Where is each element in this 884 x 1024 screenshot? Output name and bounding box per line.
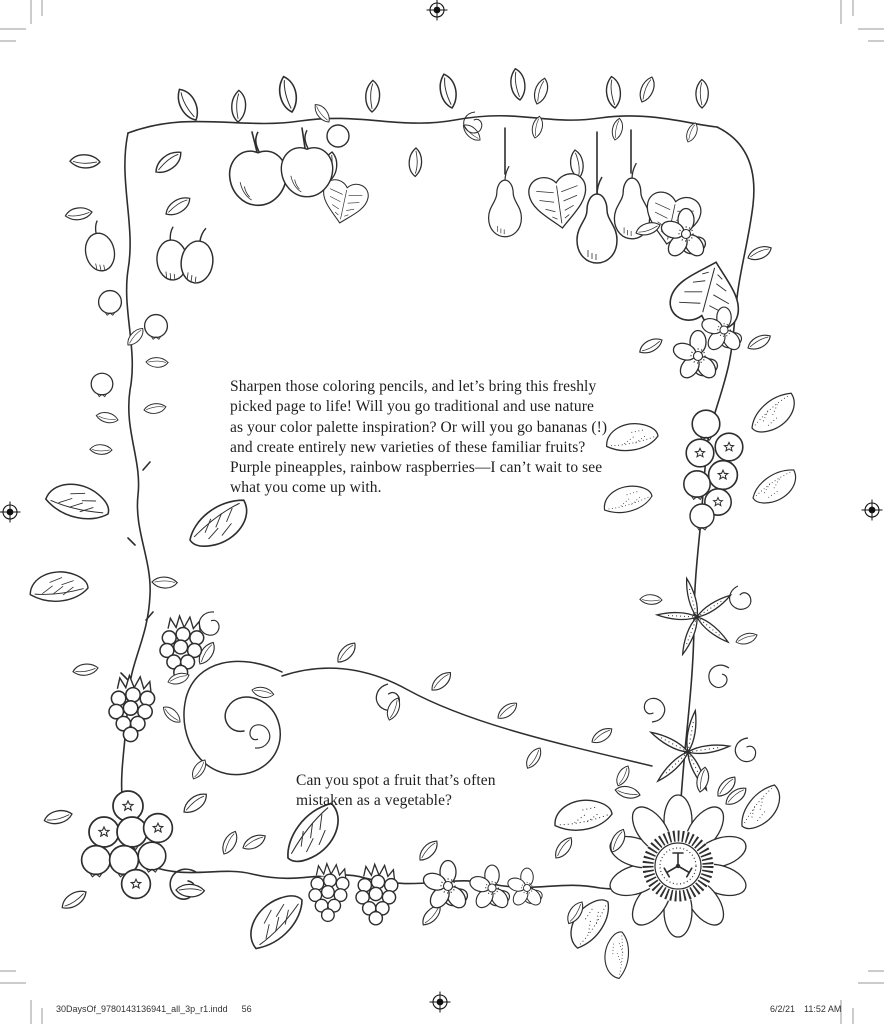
footer-date: 6/2/21 xyxy=(770,1004,796,1014)
raspberry-drawing xyxy=(109,676,155,742)
registration-mark-bottom-icon xyxy=(430,992,451,1013)
plum-drawing xyxy=(178,225,217,284)
swirl-vine xyxy=(184,661,652,774)
question-line: Can you spot a fruit that’s often xyxy=(296,772,496,789)
intro-line: what you come up with. xyxy=(230,479,382,497)
left-border xyxy=(29,150,252,742)
passionflower-drawing xyxy=(554,766,789,979)
registration-mark-right-icon xyxy=(862,500,883,521)
footer-filename: 30DaysOf_9780143136941_all_3p_r1.indd xyxy=(56,1004,228,1014)
footer-page-number: 56 xyxy=(241,1004,252,1014)
right-border xyxy=(604,209,801,804)
intro-paragraph xyxy=(230,377,650,499)
intro-line: and create entirely new varieties of these familiar fruits? xyxy=(230,438,586,456)
bottom-left-berry-cluster xyxy=(44,791,210,910)
intro-line: Sharpen those coloring pencils, and let’s bring this freshly xyxy=(230,378,597,395)
blossom-drawing xyxy=(468,865,511,911)
apple-drawing xyxy=(281,130,332,197)
intro-line: picked page to life! Will you go traditional and use nature xyxy=(230,398,594,416)
plum-drawing xyxy=(80,218,118,273)
blossom-drawing xyxy=(506,868,544,908)
blueberry-cluster-drawing xyxy=(684,410,743,530)
registration-mark-left-icon xyxy=(0,502,21,523)
raspberry-drawing xyxy=(356,864,398,925)
footer-time: 11:52 AM xyxy=(804,1004,842,1014)
question-line: mistaken as a vegetable? xyxy=(296,792,453,810)
top-garland xyxy=(177,68,713,263)
footer-timestamp xyxy=(770,1004,841,1014)
question-text xyxy=(296,771,556,812)
raspberry-drawing xyxy=(309,864,349,922)
pear-drawing xyxy=(489,166,522,237)
intro-line: as your color palette inspiration? Or will you go bananas (!) xyxy=(230,418,608,436)
raspberry-drawing xyxy=(160,616,204,679)
footer-file-info xyxy=(56,1004,252,1014)
blossom-drawing xyxy=(421,861,469,912)
intro-line: Purple pineapples, rainbow raspberries—I can’t wait to see xyxy=(230,459,603,477)
registration-mark-top-icon xyxy=(427,0,448,21)
apple-drawing xyxy=(230,132,287,206)
